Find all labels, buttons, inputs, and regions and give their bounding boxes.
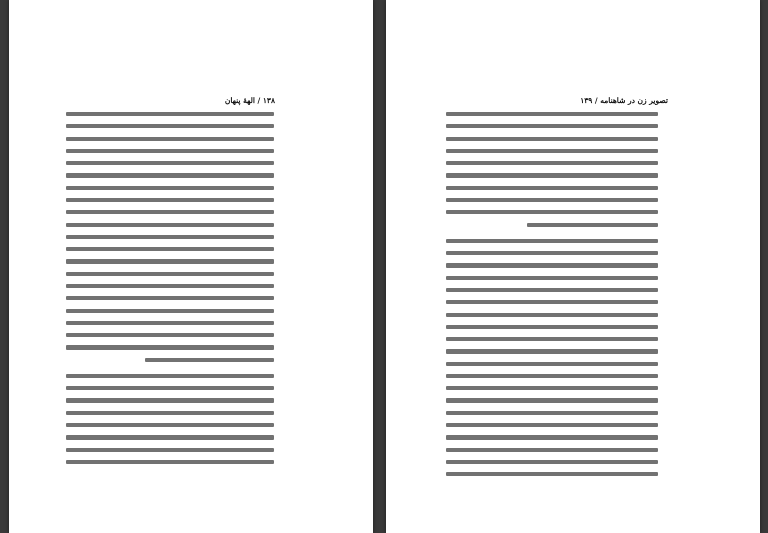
text-line	[446, 112, 658, 116]
right-page	[386, 0, 760, 533]
text-line	[66, 124, 274, 128]
text-line	[66, 460, 274, 464]
text-line	[446, 276, 658, 280]
text-line	[446, 161, 658, 165]
text-line	[446, 263, 658, 267]
text-line	[66, 259, 274, 263]
text-line	[66, 423, 274, 427]
text-line	[446, 288, 658, 292]
text-line	[66, 284, 274, 288]
text-line	[66, 247, 274, 251]
text-line	[446, 173, 658, 177]
text-line	[66, 137, 274, 141]
text-line	[446, 423, 658, 427]
text-line	[446, 448, 658, 452]
text-line	[446, 149, 658, 153]
text-line	[66, 411, 274, 415]
text-line	[446, 362, 658, 366]
text-line	[66, 235, 274, 239]
page-header: ۱۳۸ / الههٔ پنهان	[224, 96, 275, 105]
text-line	[66, 210, 274, 214]
text-line	[446, 251, 658, 255]
text-line	[66, 386, 274, 390]
text-line	[66, 272, 274, 276]
text-line	[66, 198, 274, 202]
text-line	[446, 460, 658, 464]
text-line	[66, 374, 274, 378]
text-line	[66, 186, 274, 190]
text-line	[446, 325, 658, 329]
text-line	[66, 161, 274, 165]
text-line	[66, 309, 274, 313]
text-line	[446, 374, 658, 378]
text-line	[527, 223, 658, 227]
text-line	[446, 313, 658, 317]
page-header: تصویر زن در شاهنامه / ۱۳۹	[580, 96, 668, 105]
text-line	[66, 435, 274, 439]
text-line	[446, 337, 658, 341]
text-line	[446, 198, 658, 202]
text-line	[446, 386, 658, 390]
text-line	[446, 186, 658, 190]
text-line	[446, 411, 658, 415]
body-text-block	[66, 112, 274, 472]
text-line	[446, 300, 658, 304]
text-line	[446, 239, 658, 243]
text-line	[446, 137, 658, 141]
text-line	[446, 124, 658, 128]
text-line	[66, 321, 274, 325]
text-line	[446, 435, 658, 439]
body-text-block	[446, 112, 658, 484]
text-line	[66, 345, 274, 349]
text-line	[446, 398, 658, 402]
text-line	[66, 173, 274, 177]
text-line	[66, 398, 274, 402]
text-line	[145, 358, 274, 362]
left-page	[9, 0, 373, 533]
text-line	[66, 149, 274, 153]
text-line	[446, 472, 658, 476]
text-line	[66, 333, 274, 337]
text-line	[446, 210, 658, 214]
text-line	[66, 223, 274, 227]
text-line	[66, 448, 274, 452]
text-line	[66, 296, 274, 300]
text-line	[66, 112, 274, 116]
text-line	[446, 349, 658, 353]
